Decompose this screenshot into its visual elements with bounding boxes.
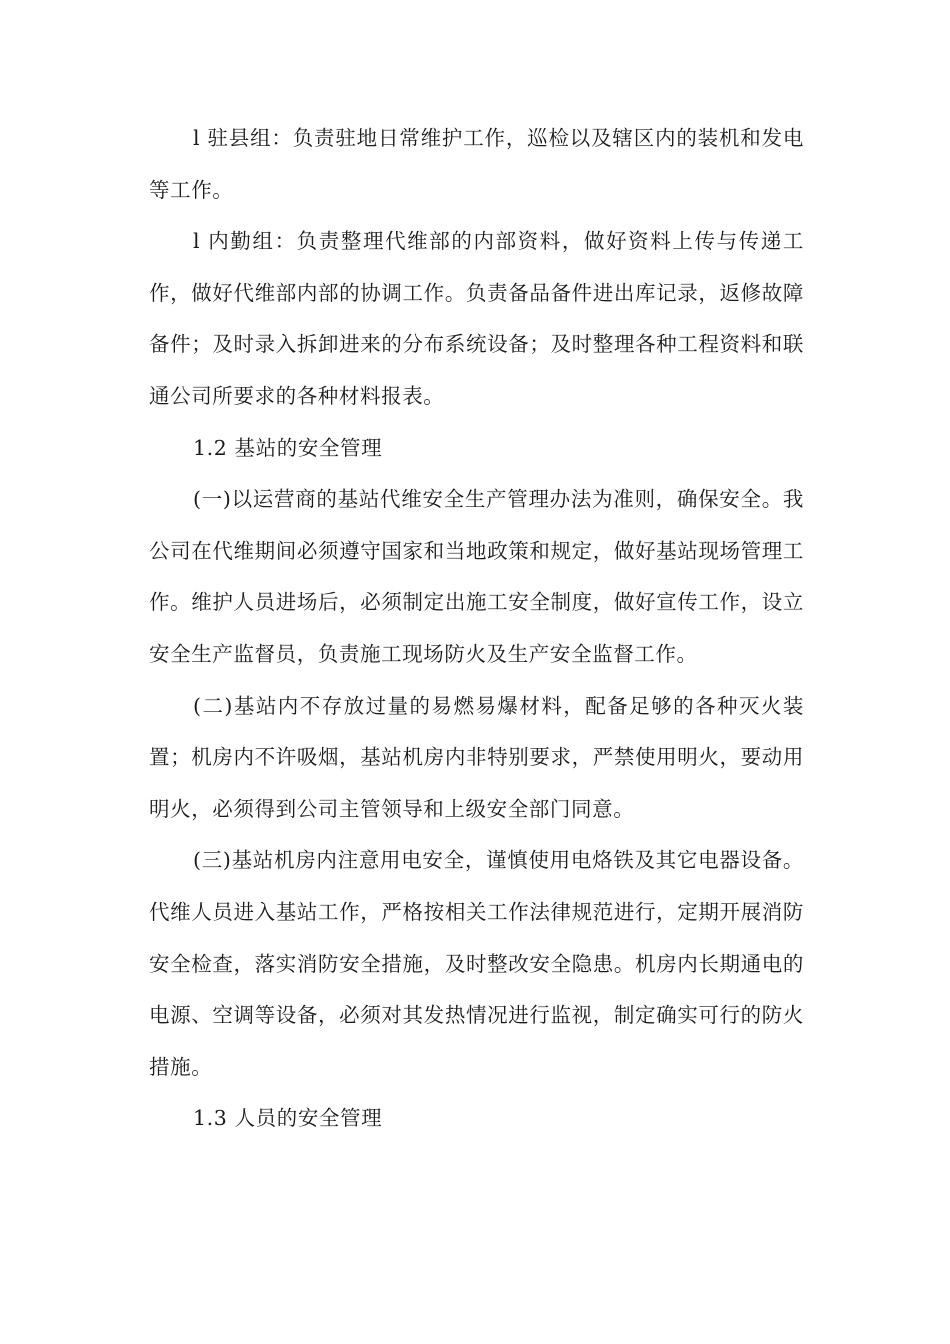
paragraph-safety-item-1: (一)以运营商的基站代维安全生产管理办法为准则，确保安全。我公司在代维期间必须遵守国家和当地政策和规定，做好基站现场管理工作。维护人员进场后，必须制定出施工安全制度，做好宣传工作，设立安全生产监督员，负责施工现场防火及生产安全监督工作。: [149, 487, 804, 666]
section-heading-base-station-safety: 1.2 基站的安全管理: [193, 435, 383, 460]
document-body: [149, 113, 804, 1145]
paragraph-office-group: l 内勤组：负责整理代维部的内部资料，做好资料上传与传递工作，做好代维部内部的协调工作。负责备品备件进出库记录，返修故障备件；及时录入拆卸进来的分布系统设备；及时整理各种工程资料和联通公司所要求的各种材料报表。: [149, 229, 804, 408]
paragraph-safety-item-2: (二)基站内不存放过量的易燃易爆材料，配备足够的各种灭火装置；机房内不许吸烟，基站机房内非特别要求，严禁使用明火，要动用明火，必须得到公司主管领导和上级安全部门同意。: [149, 693, 804, 821]
section-heading-personnel-safety: 1.3 人员的安全管理: [193, 1106, 383, 1131]
paragraph-resident-group: l 驻县组：负责驻地日常维护工作，巡检以及辖区内的装机和发电等工作。: [149, 126, 804, 202]
paragraph-safety-item-3: (三)基站机房内注意用电安全，谨慎使用电烙铁及其它电器设备。代维人员进入基站工作，严格按相关工作法律规范进行，定期开展消防安全检查，落实消防安全措施，及时整改安全隐患。机房内长期通电的电源、空调等设备，必须对其发热情况进行监视，制定确实可行的防火措施。: [149, 848, 804, 1079]
